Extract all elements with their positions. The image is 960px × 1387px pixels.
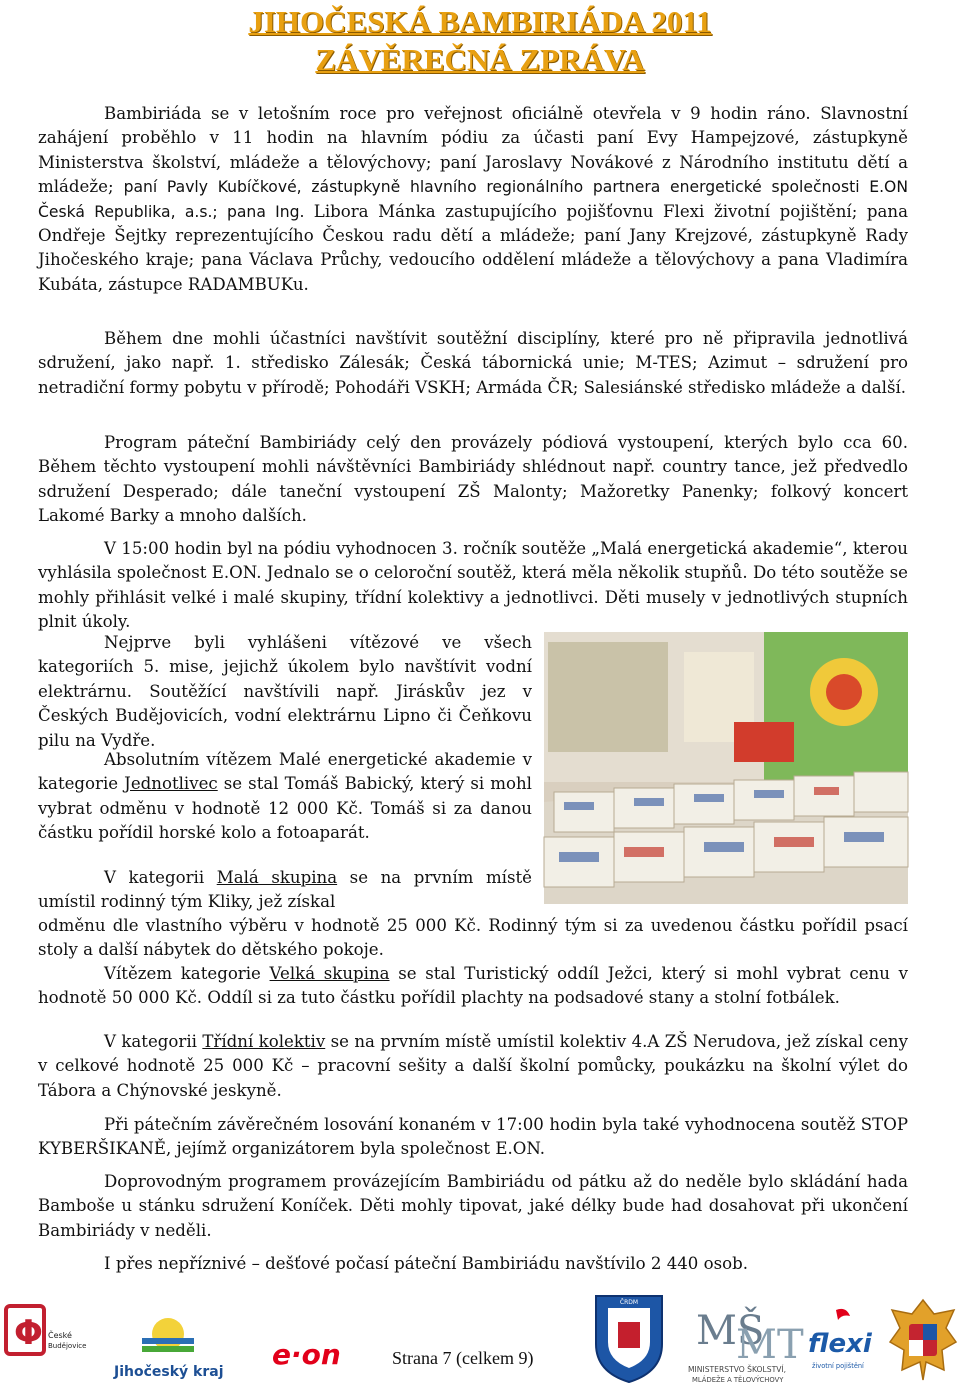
event-photo: [544, 632, 908, 904]
eon-logo: [270, 1334, 350, 1374]
opening-text-a: Bambiriáda se v letošním roce pro veřejnost oficiálně otevřela v 9 hodin ráno. Slavnostní zahájení proběhlo v 11 hodin na hlavním pódiu za účasti paní Evy Hampejzové, zástupkyně Ministerstva školství, mládeže a tělovýchovy; paní Jaroslavy Novákové z Národního institutu dětí a mládeže;: [38, 104, 908, 197]
ceske-budejovice-logo: [4, 1300, 87, 1380]
svg-text:MLÁDEŽE A TĚLOVÝCHOVY: MLÁDEŽE A TĚLOVÝCHOVY: [692, 1376, 784, 1384]
svg-text:MINISTERSTVO ŠKOLSTVÍ,: MINISTERSTVO ŠKOLSTVÍ,: [688, 1365, 787, 1374]
paragraph-small-group-b: odměnu dle vlastního výběru v hodnotě 25 000 Kč. Rodinný tým si za uvedenou částku pořídil psací stoly a další nábytek do dětského pokoje.: [38, 916, 908, 960]
category-class-collective: Třídní kolektiv: [202, 1032, 326, 1051]
individual-text-b: se stal Tomáš Babický, který si mohl vybrat odměnu v hodnotě 12 000 Kč. Tomáš si za danou částku pořídil horské kolo a fotoaparát.: [38, 774, 532, 843]
svg-text:MT: MT: [736, 1322, 804, 1368]
svg-text:e·on: e·on: [272, 1338, 341, 1371]
category-small-group: Malá skupina: [216, 868, 338, 887]
svg-text:České: České: [48, 1331, 72, 1340]
paragraph-disciplines: Během dne mohli účastníci navštívit soutěžní disciplíny, které pro ně připravila jednotlivá sdružení, jako např. 1. středisko Zálesák; Česká tábornická unie; M-TES; Azimut – sdružení pro netradiční formy pobytu v přírodě; Pohodáři VSKH; Armáda ČR; Salesiánské středisko mládeže a další.: [38, 329, 908, 397]
paragraph-small-group-a: [38, 866, 532, 915]
paragraph-lottery: Při pátečním závěrečném losování konaném v 17:00 hodin byla také vyhodnocena soutěž STOP KYBERŠIKANĚ, jejímž organizátorem byla společnost E.ON.: [38, 1115, 908, 1159]
svg-text:Φ: Φ: [14, 1313, 43, 1353]
paragraph-individual-winner: [38, 748, 532, 846]
individual-text-a: Absolutním vítězem Malé energetické akademie v kategorie: [38, 750, 532, 794]
svg-text:ČRDM: ČRDM: [619, 1299, 639, 1306]
small-group-text-a: V kategorii: [104, 868, 217, 887]
paragraph-accompanying-program: Doprovodným programem provázejícím Bambiriádu od pátku až do neděle bylo skládání hada Bamboše u stánku sdružení Koníček. Děti mohly tipovat, jaké délky bude had dosahovat při ukončení Bambiriády v neděli.: [38, 1172, 908, 1240]
category-large-group: Velká skupina: [269, 964, 390, 983]
svg-text:Jihočeský kraj: Jihočeský kraj: [114, 1364, 224, 1380]
opening-text-c: Libora Mánka zastupujícího pojišťovnu Flexi životní pojištění; pana Ondřeje Šejtky reprezentujícího Českou radu dětí a mládeže; paní Jany Krejzové, zástupkyně Rady Jihočeského kraje; pana Václava Průchy, vedoucího oddělení mládeže a tělovýchovy a pana Vladimíra Kubáta, zástupce RADAMBUKu.: [38, 201, 909, 294]
svg-text:MŠ: MŠ: [696, 1308, 765, 1354]
flexi-logo: [806, 1306, 870, 1376]
paragraph-mission-winners: Nejprve byli vyhlášeni vítězové ve všech kategoriích 5. mise, jejichž úkolem bylo navštívit vodní elektrárnu. Soutěžící navštívili např. Jiráskův jez v Českých Budějovicích, vodní elektrárnu Lipno či Čeňkovu pilu na Vydře.: [38, 633, 532, 750]
paragraph-large-group: [38, 962, 908, 1011]
paragraph-opening: [38, 102, 908, 297]
class-text-a: V kategorii: [104, 1032, 203, 1051]
small-group-text-b: se na prvním místě umístil rodinný tým Kliky, jež získal: [38, 868, 532, 912]
svg-text:životní pojištění: životní pojištění: [812, 1362, 864, 1370]
category-individual: Jednotlivec: [124, 774, 218, 794]
svg-text:Budějovice: Budějovice: [48, 1342, 87, 1350]
document-title: JIHOČESKÁ BAMBIRIÁDA 2011: [248, 4, 712, 39]
class-text-b: se na prvním místě umístil kolektiv 4.A ZŠ Nerudova, jež získal ceny v celkové hodnotě 25 000 Kč – pracovní sešity a další školní pomůcky, poukázku na školní výlet do Tábora a Chýnovské jeskyně.: [38, 1032, 908, 1100]
paragraph-energy-academy: V 15:00 hodin byl na pódiu vyhodnocen 3. ročník soutěže „Malá energetická akademie“, kterou vyhlásila společnost E.ON. Jednalo se o celoroční soutěž, která měla několik stupňů. Do této soutěže se mohly přihlásit velké i malé skupiny, třídní kolektivy a jednotlivci. Děti musely v jednotlivých stupních plnit úkoly.: [38, 539, 908, 632]
document-subtitle: ZÁVĚREČNÁ ZPRÁVA: [315, 42, 645, 77]
msmt-logo: [688, 1296, 802, 1386]
crdm-seal-logo: [590, 1292, 668, 1384]
svg-text:flexi: flexi: [808, 1329, 872, 1359]
jihocesky-kraj-logo: [112, 1310, 226, 1382]
page-number: Strana 7 (celkem 9): [392, 1348, 534, 1368]
large-group-text-b: se stal Turistický oddíl Ježci, který si mohl vybrat cenu v hodnotě 50 000 Kč. Oddíl si za tuto částku pořídil plachty na podsadové stany a stolní fotbálek.: [38, 964, 908, 1008]
paragraph-class-collective: [38, 1030, 908, 1103]
opening-text-b: paní Pavly Kubíčkové, zástupkyně hlavního regionálního partnera energetické společnosti E.ON Česká Republika, a.s.; pana Ing.: [38, 178, 908, 221]
large-group-text-a: Vítězem kategorie: [104, 964, 270, 983]
paragraph-program: Program páteční Bambiriády celý den provázely pódiová vystoupení, kterých bylo cca 60. Během těchto vystoupení mohli návštěvníci Bambiriády shlédnout např. country tance, jež předvedlo sdružení Desperado; dále taneční vystoupení ZŠ Malonty; Mažoretky Panenky; folkový koncert Lakomé Barky a mnoho dalších.: [38, 433, 908, 526]
fire-rescue-emblem: [888, 1298, 958, 1382]
paragraph-attendance: I přes nepříznivé – dešťové počasí páteční Bambiriádu navštívilo 2 440 osob.: [104, 1254, 749, 1273]
